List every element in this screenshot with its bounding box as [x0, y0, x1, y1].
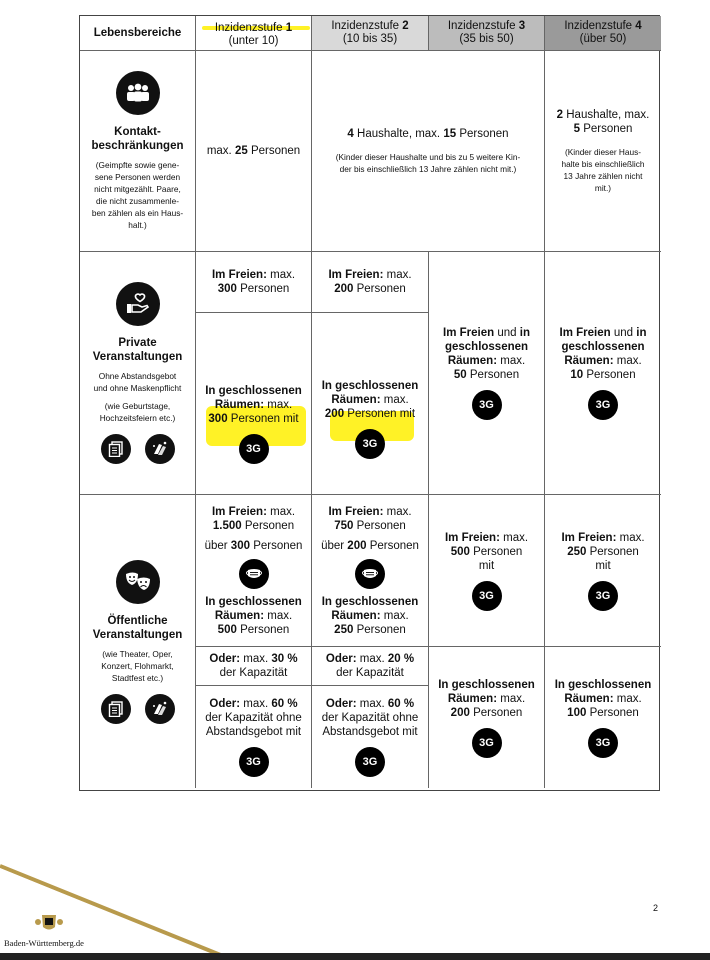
- header-stufe-2: [312, 16, 429, 51]
- oeff-s2-main: [312, 495, 429, 647]
- text: der Kapazität: [336, 667, 404, 679]
- text: max.: [359, 698, 385, 710]
- text: Personen: [473, 706, 523, 719]
- 3g-badge: 3G: [588, 581, 618, 611]
- text: Im Freien: [443, 327, 495, 339]
- kontakt-note: (Kinder dieser Haushalte und bis zu 5 weitere Kin- der bis einschließlich 13 Jahre zählen nicht mit.): [335, 152, 521, 174]
- oeff-s1-oder-60: [196, 686, 312, 788]
- privat-s4: [545, 252, 661, 495]
- kontakt-stufe-4: [545, 51, 661, 252]
- number: 300: [230, 539, 250, 552]
- text: max.: [270, 269, 296, 281]
- oeff-s3-freien: [429, 495, 545, 647]
- text: Im Freien:: [561, 531, 617, 544]
- text: max.: [383, 393, 409, 406]
- number: 750: [334, 519, 354, 532]
- number: 60 %: [387, 698, 415, 710]
- text: und: [613, 327, 634, 339]
- oeff-s4-raeume: [545, 647, 661, 788]
- category-oeffentlich: [80, 495, 196, 788]
- number: 1.500: [212, 519, 242, 532]
- text: max.: [243, 653, 269, 665]
- text: Personen: [369, 539, 419, 552]
- text: Im Freien:: [328, 269, 384, 281]
- text: Oder:: [209, 653, 241, 665]
- category-title: Kontakt- beschränkungen: [91, 126, 184, 152]
- text: In geschlossenen Räumen:: [438, 678, 535, 705]
- text: max.: [386, 269, 412, 281]
- text: in geschlossenen Räumen:: [444, 327, 530, 367]
- text: Personen: [469, 369, 520, 381]
- kontakt-note: (Kinder dieser Haus- halte bis einschließlich 13 Jahre zählen nicht mit.): [561, 147, 645, 193]
- text: max.: [500, 355, 526, 367]
- number: 2: [556, 109, 564, 121]
- stufe-number: 2: [402, 20, 409, 32]
- number: 4: [347, 128, 354, 140]
- number: 200: [334, 283, 354, 295]
- text: max.: [616, 355, 642, 367]
- number: 300: [208, 412, 228, 425]
- bottom-bar: [0, 953, 710, 960]
- category-title: Öffentliche Veranstaltungen: [92, 614, 183, 641]
- text: Oder:: [325, 653, 357, 665]
- text: über: [321, 539, 345, 552]
- header-stufe-1: [196, 16, 312, 51]
- category-note: (wie Geburtstage, Hochzeitsfeiern etc.): [99, 401, 176, 423]
- text: max.: [206, 145, 232, 157]
- number: 60 %: [271, 698, 298, 710]
- coat-of-arms-icon: [34, 913, 64, 933]
- text: max.: [359, 653, 385, 665]
- 3g-badge: 3G: [588, 728, 618, 758]
- text: über: [204, 539, 228, 552]
- stufe-label: Inzidenzstufe: [447, 20, 516, 32]
- text: Personen: [586, 369, 636, 381]
- category-note: (Geimpfte sowie gene- sene Personen werden nicht mitgezählt. Paare, die nicht zusammenle- ben zählen als ein Haus- halt.): [91, 160, 184, 230]
- oeff-s3-raeume: [429, 647, 545, 788]
- stufe-range: (unter 10): [228, 35, 279, 47]
- text: und: [497, 327, 517, 339]
- oeff-s2-oder-20: [312, 647, 429, 686]
- oeff-s1-main: [196, 495, 312, 647]
- text: Personen: [459, 128, 509, 140]
- 3g-badge: 3G: [472, 581, 502, 611]
- text: der Kapazität: [219, 667, 288, 679]
- page-number: 2: [653, 903, 659, 913]
- kontakt-stufe-1: [196, 51, 312, 252]
- text: Personen: [356, 283, 406, 295]
- stufe-number: 1: [285, 22, 293, 34]
- documents-icon: [101, 434, 131, 464]
- text: Personen mit: [230, 412, 299, 425]
- oeff-s1-oder-30: [196, 647, 312, 686]
- header-label: Lebensbereiche: [93, 26, 182, 39]
- text: Personen: [250, 145, 301, 157]
- text: Personen mit: [473, 545, 523, 572]
- number: 25: [234, 145, 248, 157]
- category-note: Ohne Abstandsgebot und ohne Maskenpflicht: [93, 371, 182, 393]
- privat-s3: [429, 252, 545, 495]
- text: Oder:: [325, 698, 357, 710]
- theater-masks-icon: [116, 560, 160, 604]
- text: Im Freien:: [444, 531, 500, 544]
- text: In geschlossenen Räumen:: [321, 379, 419, 406]
- rules-table: [79, 15, 660, 791]
- header-lebensbereiche: [80, 16, 196, 51]
- footer-logo-text: Baden-Württemberg.de: [4, 938, 84, 948]
- oeff-s4-freien: [545, 495, 661, 647]
- number: 250: [334, 623, 354, 636]
- text: in geschlossenen Räumen:: [561, 327, 647, 367]
- category-privat: [80, 252, 196, 495]
- number: 10: [570, 369, 584, 381]
- text: max.: [267, 398, 293, 411]
- text: Personen: [253, 539, 303, 552]
- number: 500: [217, 623, 237, 636]
- text: Personen: [589, 706, 639, 719]
- number: 30 %: [271, 653, 298, 665]
- hand-wash-icon: [145, 694, 175, 724]
- heart-hand-icon: [116, 282, 160, 326]
- text: max.: [616, 692, 642, 705]
- face-mask-icon: [355, 559, 385, 589]
- text: In geschlossenen Räumen:: [205, 384, 302, 411]
- category-title: Private Veranstaltungen: [92, 337, 183, 363]
- face-mask-icon: [239, 559, 269, 589]
- text: max.: [243, 698, 269, 710]
- group-icon: [116, 71, 160, 115]
- text: max.: [383, 609, 409, 622]
- text: der Kapazität ohne Abstandsgebot mit: [321, 712, 419, 738]
- text: der Kapazität ohne Abstandsgebot mit: [205, 712, 302, 738]
- stufe-label: Inzidenzstufe: [564, 20, 633, 32]
- stufe-range: (35 bis 50): [459, 33, 514, 45]
- text: Personen: [240, 623, 290, 636]
- text: max.: [500, 692, 526, 705]
- category-note: (wie Theater, Oper, Konzert, Flohmarkt, Stadtfest etc.): [101, 648, 174, 683]
- 3g-badge: 3G: [239, 434, 269, 464]
- privat-s1-raeume: [196, 313, 312, 495]
- text: Personen mit: [347, 407, 416, 420]
- 3g-badge: 3G: [239, 747, 269, 777]
- number: 250: [567, 545, 587, 558]
- number: 100: [567, 706, 587, 719]
- stufe-label: Inzidenzstufe: [214, 22, 283, 34]
- text: In geschlossenen Räumen:: [554, 678, 652, 705]
- text: max.: [270, 505, 296, 518]
- stufe-range: (über 50): [579, 33, 627, 45]
- stufe-range: (10 bis 35): [342, 33, 398, 45]
- number: 15: [443, 128, 457, 140]
- oeff-s2-oder-60: [312, 686, 429, 788]
- privat-s1-freien: [196, 252, 312, 313]
- text: Personen: [583, 123, 633, 135]
- text: Im Freien:: [328, 505, 384, 518]
- text: Haushalte, max.: [357, 128, 441, 140]
- text: max.: [267, 609, 293, 622]
- text: max.: [619, 531, 645, 544]
- number: 200: [450, 706, 470, 719]
- text: Personen: [244, 519, 295, 532]
- 3g-badge: 3G: [355, 747, 385, 777]
- category-kontakt: [80, 51, 196, 252]
- text: Personen: [356, 623, 406, 636]
- privat-s2-freien: [312, 252, 429, 313]
- stufe-label: Inzidenzstufe: [331, 20, 400, 32]
- 3g-badge: 3G: [355, 429, 385, 459]
- number: 500: [450, 545, 470, 558]
- text: Personen: [240, 283, 290, 295]
- text: Personen: [356, 519, 406, 532]
- documents-icon: [101, 694, 131, 724]
- number: 20 %: [387, 653, 415, 665]
- 3g-badge: 3G: [472, 390, 502, 420]
- stufe-number: 3: [518, 20, 526, 32]
- kontakt-stufe-2-3: [312, 51, 545, 252]
- hand-wash-icon: [145, 434, 175, 464]
- privat-s2-raeume: [312, 313, 429, 495]
- text: In geschlossenen Räumen:: [321, 595, 419, 622]
- 3g-badge: 3G: [588, 390, 618, 420]
- 3g-badge: 3G: [472, 728, 502, 758]
- text: Im Freien: [559, 327, 611, 339]
- text: In geschlossenen Räumen:: [205, 595, 302, 622]
- number: 5: [573, 123, 580, 135]
- stufe-number: 4: [635, 20, 642, 32]
- text: max.: [503, 531, 529, 544]
- header-stufe-4: [545, 16, 661, 51]
- text: max.: [386, 505, 412, 518]
- text: Personen mit: [589, 545, 639, 572]
- text: Haushalte, max.: [566, 109, 650, 121]
- number: 300: [217, 283, 237, 295]
- number: 200: [324, 407, 345, 420]
- text: Im Freien:: [211, 505, 267, 518]
- number: 200: [347, 539, 367, 552]
- header-stufe-3: [429, 16, 545, 51]
- number: 50: [453, 369, 467, 381]
- text: Im Freien:: [211, 269, 267, 281]
- text: Oder:: [209, 698, 241, 710]
